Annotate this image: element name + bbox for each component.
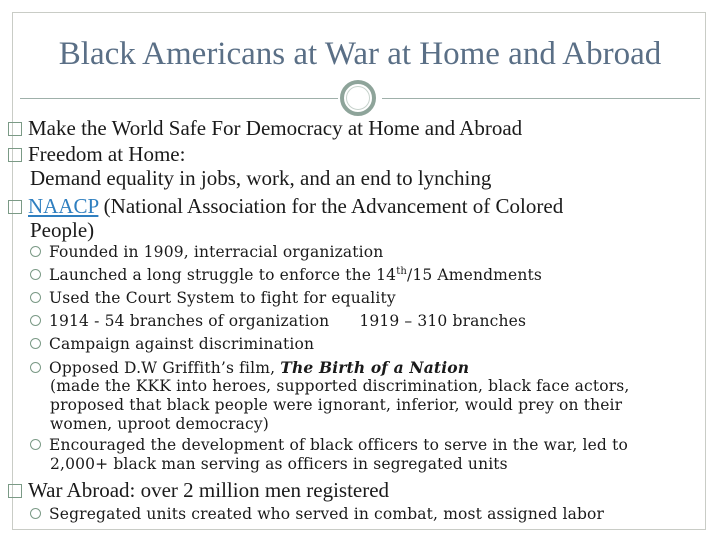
sub-bullet-text: Campaign against discrimination: [49, 335, 315, 353]
bullet-war-abroad: [8, 478, 389, 502]
sub-bullet-text: Founded in 1909, interracial organization: [49, 243, 384, 261]
bullet-text: War Abroad: over 2 million men registered: [28, 478, 390, 502]
sub-bullet-officers: [30, 436, 628, 455]
circle-bullet-icon: [30, 338, 41, 349]
branches-1914: 1914 - 54 branches of organization: [49, 312, 330, 330]
sub-bullet-campaign: [30, 335, 314, 354]
film-title: The Birth of a Nation: [280, 358, 470, 377]
sub-bullet-segregated-units: [30, 505, 604, 524]
title-divider-right: [382, 98, 700, 99]
bullet-freedom-continuation: Demand equality in jobs, work, and an end to lynching: [30, 166, 492, 190]
square-bullet-icon: [8, 122, 22, 136]
branches-1919: 1919 – 310 branches: [359, 312, 527, 330]
square-bullet-icon: [8, 484, 22, 498]
bullet-naacp: [8, 194, 563, 218]
sub-bullet-text: Launched a long struggle to enforce the 14: [49, 266, 397, 284]
circle-bullet-icon: [30, 246, 41, 257]
bullet-text: Make the World Safe For Democracy at Home and Abroad: [28, 116, 523, 140]
circle-bullet-icon: [30, 508, 41, 519]
square-bullet-icon: [8, 200, 22, 214]
officers-continuation: 2,000+ black man serving as officers in segregated units: [50, 455, 508, 473]
slide-title: Black Americans at War at Home and Abroad: [58, 36, 662, 72]
bullet-text: (National Association for the Advancement of Colored: [98, 194, 564, 218]
bullet-freedom-at-home: [8, 142, 185, 166]
title-divider-left: [20, 98, 338, 99]
sub-bullet-founded: [30, 243, 383, 262]
sub-bullet-text: Segregated units created who served in combat, most assigned labor: [49, 505, 605, 523]
sub-bullet-text: Encouraged the development of black officers to serve in the war, led to: [49, 436, 628, 454]
bullet-text: Freedom at Home:: [28, 142, 186, 166]
sub-bullet-text: Opposed D.W Griffith’s film,: [49, 359, 281, 377]
superscript-th: th: [396, 266, 407, 277]
bullet-naacp-continuation: People): [30, 218, 95, 242]
circle-bullet-icon: [30, 269, 41, 280]
sub-bullet-court-system: [30, 289, 396, 308]
sub-bullet-text-end: /15 Amendments: [406, 266, 542, 284]
circle-bullet-icon: [30, 439, 41, 450]
griffith-detail-line-1: (made the KKK into heroes, supported discrimination, black face actors,: [50, 377, 630, 395]
circle-bullet-icon: [30, 362, 41, 373]
divider-ring-inner: [346, 86, 370, 110]
circle-bullet-icon: [30, 292, 41, 303]
sub-bullet-griffith: [30, 358, 469, 378]
naacp-link[interactable]: NAACP: [28, 194, 99, 218]
sub-bullet-amendments: [30, 266, 542, 285]
circle-bullet-icon: [30, 315, 41, 326]
square-bullet-icon: [8, 148, 22, 162]
sub-bullet-text: Used the Court System to fight for equality: [49, 289, 396, 307]
griffith-detail-line-3: women, uproot democracy): [50, 415, 269, 433]
griffith-detail-line-2: proposed that black people were ignorant, inferior, would prey on their: [50, 396, 623, 414]
bullet-democracy: [8, 116, 522, 140]
sub-bullet-branches: [30, 312, 526, 331]
